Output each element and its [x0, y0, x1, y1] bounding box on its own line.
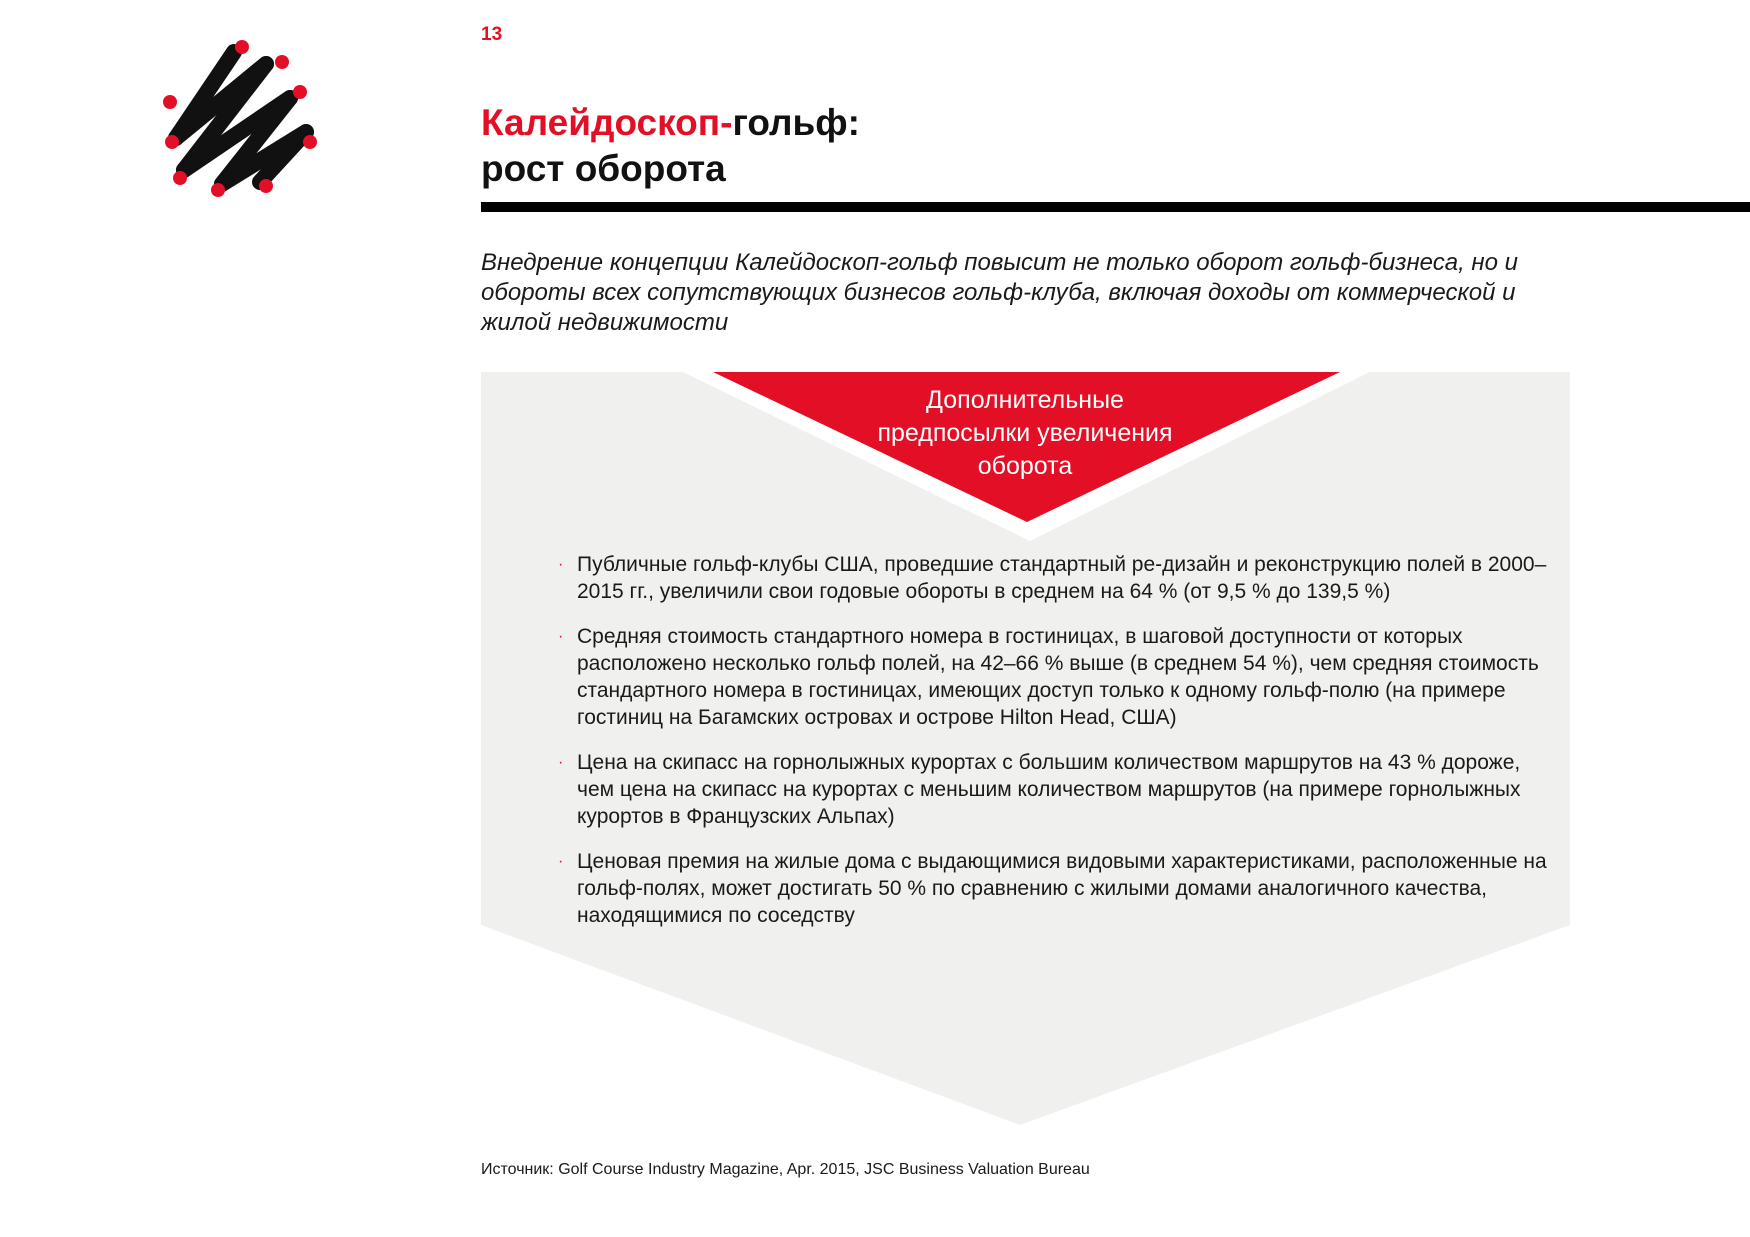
- title-accent: Калейдоскоп-: [481, 102, 733, 143]
- bullet-text: Ценовая премия на жилые дома с выдающимися видовыми характеристиками, расположенные на гольф-полях, может достигать 50 % по сравнению с жилыми домами аналогичного качества, находящимися по соседству: [577, 850, 1547, 927]
- page-number: 13: [481, 24, 503, 45]
- callout-line: оборота: [977, 452, 1073, 480]
- callout-line: предпосылки увеличения: [877, 419, 1173, 447]
- bullet-marker: ·: [558, 556, 564, 573]
- source-note: Источник: Golf Course Industry Magazine, Apr. 2015, JSC Business Valuation Bureau: [481, 1161, 1090, 1178]
- bullet-text: Цена на скипасс на горнолыжных курортах с большим количеством маршрутов на 43 % дороже, чем цена на скипасс на курортах с меньшим количеством маршрутов (на примере горнолыжных курортов в Французских Альпах): [577, 751, 1521, 828]
- bullet-marker: ·: [558, 628, 564, 645]
- bullet-item: [558, 749, 1558, 830]
- callout-line: Дополнительные: [926, 386, 1124, 414]
- bullet-marker: ·: [558, 853, 564, 870]
- bullet-item: [558, 551, 1558, 605]
- bullet-list: [558, 551, 1558, 947]
- intro-paragraph: Внедрение концепции Калейдоскоп-гольф повысит не только оборот гольф-бизнеса, но и обороты всех сопутствующих бизнесов гольф-клуба, включая доходы от коммерческой и жилой недвижимости: [481, 249, 1518, 336]
- callout-label: [820, 384, 1230, 483]
- bullet-text: Средняя стоимость стандартного номера в гостиницах, в шаговой доступности от которых расположено несколько гольф полей, на 42–66 % выше (в среднем 54 %), чем средняя стоимость стандартного номера в гостиницах, имеющих доступ только к одному гольф-полю (на примере гостиниц на Багамских островах и острове Hilton Head, США): [577, 625, 1539, 729]
- bullet-marker: ·: [558, 754, 564, 771]
- bullet-item: [558, 623, 1558, 731]
- bullet-text: Публичные гольф-клубы США, проведшие стандартный ре-дизайн и реконструкцию полей в 2000–2015 гг., увеличили свои годовые обороты в среднем на 64 % (от 9,5 % до 139,5 %): [577, 553, 1547, 603]
- title-line2: рост оборота: [481, 148, 726, 189]
- bullet-item: [558, 848, 1558, 929]
- title-rest: гольф:: [732, 102, 860, 143]
